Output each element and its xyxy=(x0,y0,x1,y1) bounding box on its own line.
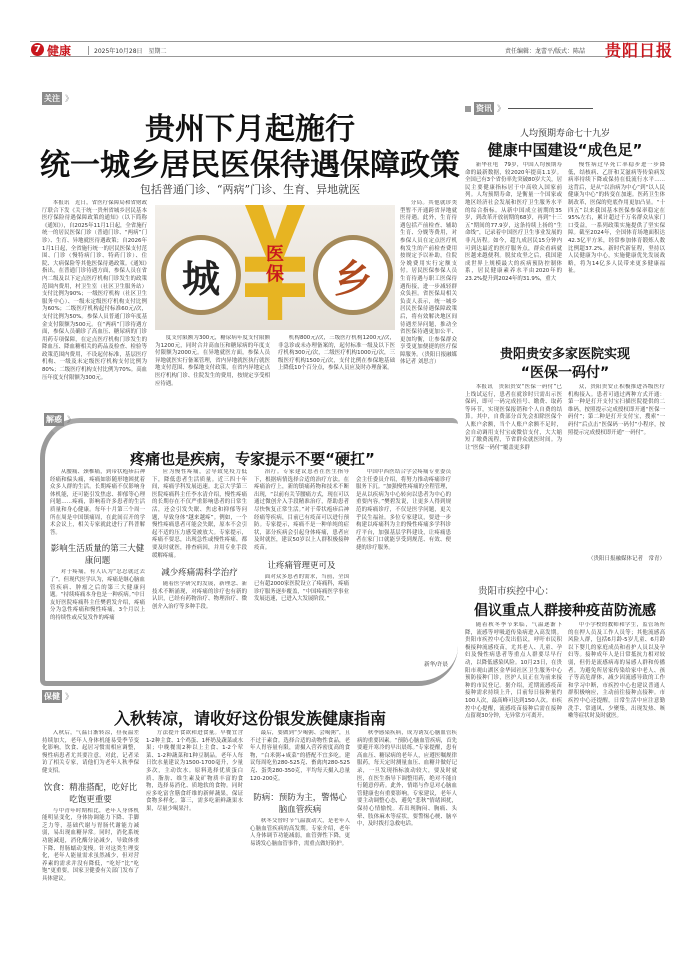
section-label-health-care: 保健 》 xyxy=(44,692,73,701)
pay-byline: （贵阳日报融媒体记者 常青） xyxy=(587,556,665,562)
label-text: 解惑 xyxy=(46,415,62,424)
issue-date: 2025年10月28日 星期二 xyxy=(88,46,167,55)
flu-headline: 倡议重点人群接种疫苗防流感 xyxy=(474,603,656,619)
pain-subheading-1: 影响生活质量的第三大健康问题 xyxy=(50,544,145,567)
header-rule-bottom xyxy=(30,56,670,57)
senior-col1b-text: 与中青年时期相比，老年人身体机能明显变化，身体协调能力下降、手脚乏力等，基础代谢与胃肠代谢能力减弱，易出现血糖异常。同时，消化系统功能减退，消化酶分泌减少，导致体重下降、胃肠蠕动变慢。针对这类生理变化，老年人能量需求虽然减少，但对营养素的需求并没有降低，“吃好”比“吃饱”更重要，国家卫健委有关部门发布了具体建议。 xyxy=(42,807,139,882)
pain-subheading-3: 让疼痛管理更可及 xyxy=(267,560,336,571)
senior-col1 xyxy=(42,730,139,968)
flu-kicker: 贵阳市疾控中心： xyxy=(478,586,555,597)
senior-headline: 入秋转凉，请收好这份银发族健康指南 xyxy=(113,709,386,728)
main-article-col3: 机构800元/次，三级医疗机构1200元/次，非急诊或未办理备案的，起付标准一级及以下医疗机构300元/次，二级医疗机构1000元/次，三级医疗机构1500元/次，支付比例在参保地基础上降低10个百分点，参保人员应及时办理备案。 xyxy=(278,335,395,372)
senior-col4: 秋季感染疾病，成为诱发心脑血管疾病的重要因素。“预防心脑血管疾病，首先要避开寒冷的早出晨练。”专家提醒，患有高血压、糖尿病的老年人，应遵医嘱规律服药，每天定时测量血压、血糖并做好记录，一旦发现指标波动较大，要及时就医，在医生指导下调整用药，绝对不能自行随意停药。此外，情绪与作息对心脑血管健康也有重要影响。专家建议，老年人要主动调整心态，避免“悲秋”情绪困扰，保持心情愉悦。若出现胸闷、胸痛、头晕、肢体麻木等症状，要警惕心梗、脑卒中，及时拨打急救电话。 xyxy=(357,730,457,828)
main-headline-line1: 贵州下月起施行 xyxy=(145,112,355,147)
label-text: 保健 xyxy=(44,692,60,701)
pain-headline: 疼痛也是疾病，专家提示不要“硬扛” xyxy=(130,450,375,468)
news-headline: 健康中国建设“成色足” xyxy=(487,141,643,159)
pain-col3 xyxy=(254,469,349,674)
pain-col2 xyxy=(152,469,247,674)
newspaper-logo: 贵阳日报 xyxy=(605,41,674,60)
pay-col2: 众，贵阳贵安正积极推进各级医疗机构接入。患者可通过两种方式开通：第一种是打开支付宝扫描医院提供的二维码，按照提示完成授权即开通“医保一码付”；第二种是打开支付宝，搜索“一码付”后点击“医保码一码付”小程序，按照提示完成授权即开通“一码付”。 xyxy=(568,384,665,436)
senior-col2: 方法提升食欲和进食量。早餐宜含1-2种主食、1个鸡蛋、1杯奶及蔬菜或水果；中晚餐需2种以上主食、1-2个荤菜、1-2种蔬菜和1种豆制品。老年人每日饮水量建议为1500-1700毫升，少量多次，主动饮水。原料选择优质蛋白质、脂肪、维生素及矿物质丰富的食物，选择易消化、质地软的食物。同时应多吃富含膳食纤维的新鲜蔬果，保证食物多样化。第三，需多吃新鲜蔬果水果，尽量少喝果汁。 xyxy=(146,730,243,812)
section-label-focus: 关注 》 xyxy=(44,94,73,103)
pain-col2-text: 应为慢性疼痛，会导致免疫力低下，降低患者生活质量。近三四十年间，疼痛学科发展迅速。北京大学第三医院疼痛科主任李水清介绍，慢性疼痛的长期存在不仅严重影响患者的日常生活，还会引发失眠、焦虑和抑郁等问题，导致身体“越来越疼”。例如，一个慢性疼痛患者可能会失眠，原本不会引起不适的压力感受被放大。专家提示，疼痛不要忍，出现急性或慢性疼痛，都要及时就医，排查病因，并用专业手段缓解疼痛。 xyxy=(152,469,247,559)
senior-col1-text: 入秋后，气温日渐转凉，昼夜温差持续加大，老年人身体机能易受季节变化影响，饮食、起居习惯需相应调整，慢性病患者尤其要注意。对此，记者采访了相关专家，请他们为老年人秋季保健支招。 xyxy=(42,730,139,774)
senior-subheading-2: 防病：预防为主，警惕心脑血管疾病 xyxy=(253,793,347,816)
label-text: 关注 xyxy=(44,94,60,103)
flu-col2: 中小学校的教师和学生，监管场所的在押人员及工作人员等；其他流感高风险人群，包括6月龄-5岁儿童、6月龄以下婴儿的家庭成员和看护人员以及孕妇等。接种成年人是日常抵抗力相对较弱，但仍是流感病毒的易感人群和传播者。为避免所居家传染给家中老人、孩子等高危群体，减少因流感导致的工作和学习中断，市疾控中心也建议普通人群积极响应，主动前往接种点接种。市疾控中心还提醒，日常生活中应注意勤洗手、常通风、少聚集，出现发热、咳嗽等症状时及时就医。 xyxy=(568,622,665,720)
editor-credit: 责任编辑：龙蕾平/版式：陈喆 xyxy=(505,48,586,55)
news-col1: 新华社电 79岁，中国人均预期寿命的最新数据，较2020年提高1.1岁。全国已有3个省份率先突破80岁大关，居民主要健康指标居于中高收入国家前列。人均预期寿命，是衡量一个国家或地区经济社会发展和医疗卫生服务水平的综合指标。从新中国成立初期的35岁，到改革开放初期的68岁，再到“十三五”期间的77.9岁，这条持续上扬的“生命线”，记录着中国医疗卫生事业发展的非凡历程。如今，超九成居民15分钟内可到达最近的医疗服务点，群众看病就医越来越便利。脱贫攻坚之后，我国建成世界上规模最大的疾病预防控制体系，居民健康素养水平由2020年的23.2%提升到2024年的31.9%，重大 xyxy=(465,162,562,282)
pay-col1: 本报讯 贵阳贵安“医保一码付”已上线试运行，患者在就诊时只需出示医保码，即可一码完成挂号、缴费、取药等环节，实现医保报销和个人自费的结算。其中，自费部分首先会扣除医保个人账户余额，当个人账户余额不足时，会自动调用支付宝或微信支付，大大缩短了缴费流程，节省群众就医时间。为让“医保一码付”覆盖更多群 xyxy=(465,384,562,451)
pain-col3b-text: 面对众多患者的需求，当前，全国已有超2000家医院设立了疼痛科，疼痛诊疗服务逐步覆盖，“中国疼痛医学事业发展迅速，已进入大发展阶段。” xyxy=(254,573,349,603)
medical-insurance-illustration xyxy=(155,205,395,330)
medical-insurance-text: 医保 xyxy=(266,244,284,285)
lens-rural: 乡 xyxy=(313,235,393,315)
pain-col1-text: 从腰痛、颈椎痛，到带状疱疹后神经痛和偏头痛，疼痛如影随形地困扰着众多人群的生活。长期疼痛不仅影响身体机能，还可能引发焦虑、抑郁等心理问题……疼痛，影响着许多患者的生活质量和身心健康。每年十月第三个周一所在周是中国镇痛周，在此间召开的学术会议上，相关专家就此进行了科普解答。 xyxy=(50,469,145,536)
senior-col3-text: 最后，要做到“少喝粥、会喝粥”，且不过于素食。选择合适的动物性食品，老年人胃容量有限，需摄入营养密度高的食物，“白米粥+咸菜”的搭配不宜多吃。建议每周吃鱼280-525克、畜禽肉280-525克、蛋类280-350克，平均每天摄入总量120-200克。 xyxy=(250,730,350,782)
news-col2: 慢性病过早死亡率稳步进一步降低，结核病、乙肝和艾滋病等传染病发病率持续下降或保持在低流行水平……这背后，是从“以治病为中心”到“以人民健康为中心”的转变在加速。医药卫生体制改革，医保的兜底作用更加凸显。“十四五”以来我国基本医保参保率稳定在95%左右，累计超过千万名群众从家门口受益，一系列政策实施提供了坚实保障。截至2024年，全国体育场地面积达42.3亿平方米，经常参加体育锻炼人数比例超37.2%。新时代新征程，坚持以人民健康为中心，实施健康优先发展战略，将为14亿多人民带来更多健康福祉。 xyxy=(568,162,665,275)
main-article-col1: 本报讯 近日，省医疗保障局和省财政厅联合下发《关于统一贵州省城乡居民基本医疗保险待遇保障政策的通知》（以下简称《通知》），自2025年11月1日起，全省施行统一的居民医保门诊（普通门诊、“两病”门诊）、生育、异地就医待遇政策；自2026年1月1日起，全省施行统一的居民医保支付范围、门诊（慢特病门诊、特药门诊）、住院、大病保险等其他医保待遇政策。《通知》指出，在普通门诊待遇方面，参保人员在省内二级及以下定点医疗机构门诊发生的政策范围内费用，村卫生室（社区卫生服务站）支付比例为90%；一级医疗机构（社区卫生服务中心）、一级未定级医疗机构支付比例为60%；二级医疗机构起付标准60元/次，支付比例为50%。参保人员普通门诊年度基金支付限额为500元。在“两病”门诊待遇方面，参保人员确诊了高血压、糖尿病的门诊用药专项保障，在定点医疗机构门诊发生的降血压、降血糖相关的药品及检查、检验等政策范围内费用，不设起付标准，基层医疗机构、一级及未定级医疗机构支付比例为80%；二级医疗机构支付比例为70%。高血压年度支付限额为300元。 xyxy=(42,200,147,381)
news-subheadline: 人均预期寿命七十九岁 xyxy=(519,129,610,139)
senior-col3 xyxy=(250,730,350,968)
pain-col4-text: 中国中西医结合学会疼痛专业委员会主任委员介绍，将努力推动疼痛诊疗服务下沉。“加强慢性疼痛的全程管理，是从以疾病为中心转向以患者为中心的重要内容。”樊碧发说，让更多人得到规范的疼痛诊疗，不仅是医学问题，更关乎民生福祉。多位专家建议，要进一步构建以疼痛科为主的慢性疼痛多学科诊疗平台，加强基层学科建设，让疼痛患者在家门口就能享受到规范、有效、便捷的诊疗服务。 xyxy=(356,469,451,551)
pain-col3-text: 治疗。专家建议患者在医生指导下，根据病情选择合适的治疗方法。在疼痛治疗上，新的镇痛药物和技术不断出现，“以前有关节腰痛方式，现在可以通过微创介入手段精准治疗，帮助患者尽快恢复正常生活。”对于带状疱疹后神经痛等疾病，目前已有疫苗可以进行预防。专家提示，疼痛不是一种单纯的症状，部分疾病会引起身体疼痛，患者应及时就医，建议50岁以上人群积极接种疫苗。 xyxy=(254,469,349,551)
senior-subheading-1: 饮食：精准搭配，吃好比吃饱更重要 xyxy=(43,782,138,805)
pay-headline-line2: “医保一码付” xyxy=(520,365,610,381)
header-rule xyxy=(30,41,670,42)
lens-city: 城 xyxy=(161,235,241,315)
main-article-col4: 分局。其他就诊类型暂不开通跨省异地就医待遇。此外，生育待遇包括产前检查、辅助生育、分娩等费用，对参保人员在定点医疗机构发生的产前检查费用按规定予以补助，住院分娩费用实行定额支付。居民医保参保人员生育待遇与职工医保待遇衔接，进一步减轻群众负担。省医保局相关负责人表示，统一城乡居民医保待遇保障政策后，将有效解决地区间待遇差异问题，推动全省医保待遇更加公平、更加均衡，让参保群众享受更加便捷的医疗保障服务。（贵阳日报融媒体记者 刘思言） xyxy=(400,200,457,366)
pay-headline-line1: 贵阳贵安多家医院实现 xyxy=(499,347,630,362)
main-headline-line2: 统一城乡居民医保待遇保障政策 xyxy=(40,148,460,183)
label-text: 资讯 xyxy=(476,104,492,113)
main-subtitle: 包括普通门诊、“两病”门诊、生育、异地就医 xyxy=(139,183,361,196)
flu-col1: 随着秋冬季节来临，气温逐渐下降，流感等呼吸道传染病进入高发期。贵阳市疾控中心发出倡议，呼吁市民积极接种流感疫苗，尤其老人、儿童、孕妇及慢性病患者等重点人群要尽早行动，以降低感染风险。10月23日，在贵阳市观山湖区金华园社区卫生服务中心预防接种门诊，医护人员正在为前来接种的市民登记。据介绍，近期流感疫苗接种需求持续上升，目前每日接种量约100人次，最高峰可达到150人次。市疾控中心提醒，流感疫苗接种后需在接种点留观30分钟，无异常方可离开。 xyxy=(465,622,562,720)
main-article-col2: 度支付限额为300元，糖尿病年度支付限额为1200元，同时合并高血压和糖尿病的年度支付限额为2000元。在异地就医方面，参保人员异地就医实行备案管理，省内异地就医执行就医地支付范围、参保地支付政策，在省内异地定点医疗机构门诊、住院发生的费用，按规定享受相应待遇。 xyxy=(155,335,270,387)
pain-col4 xyxy=(356,469,451,659)
senior-col3b-text: 秋冬交替时节气温波动大，是老年人心脑血管疾病的高发期。专家介绍，老年人身体调节功能减弱，血管弹性下降，更易诱发心脑血管事件，需重点做好防护。 xyxy=(250,818,350,847)
section-label-faq: 解惑 》 xyxy=(46,415,75,424)
pain-col2b-text: 随着医学研究的发展，新理念、新技术不断涌现，对疼痛的诊疗也有新的认识，已经有药物治疗、物理治疗、微创介入治疗等多种手段。 xyxy=(152,581,247,610)
section-label-news: 资讯 》 xyxy=(465,102,593,115)
page-number: 7 xyxy=(31,43,44,56)
pain-col1 xyxy=(50,469,145,674)
pain-col1b-text: 对于疼痛，有人认为“忍忍就过去了”。但现代医学认为，疼痛是继心脑血管疾病、肿瘤之后的第三大健康问题。“持续疼痛本身也是一种疾病。”中日友好医院疼痛科主任樊碧发介绍，疼痛分为急性疼痛和慢性疼痛，3个月以上的持续性或反复发作的疼痛 xyxy=(50,569,145,621)
section-name: 健康 xyxy=(47,44,72,58)
pain-byline: 新华/许晨 xyxy=(424,662,448,668)
pain-subheading-2: 减少疼痛需科学治疗 xyxy=(161,568,238,579)
